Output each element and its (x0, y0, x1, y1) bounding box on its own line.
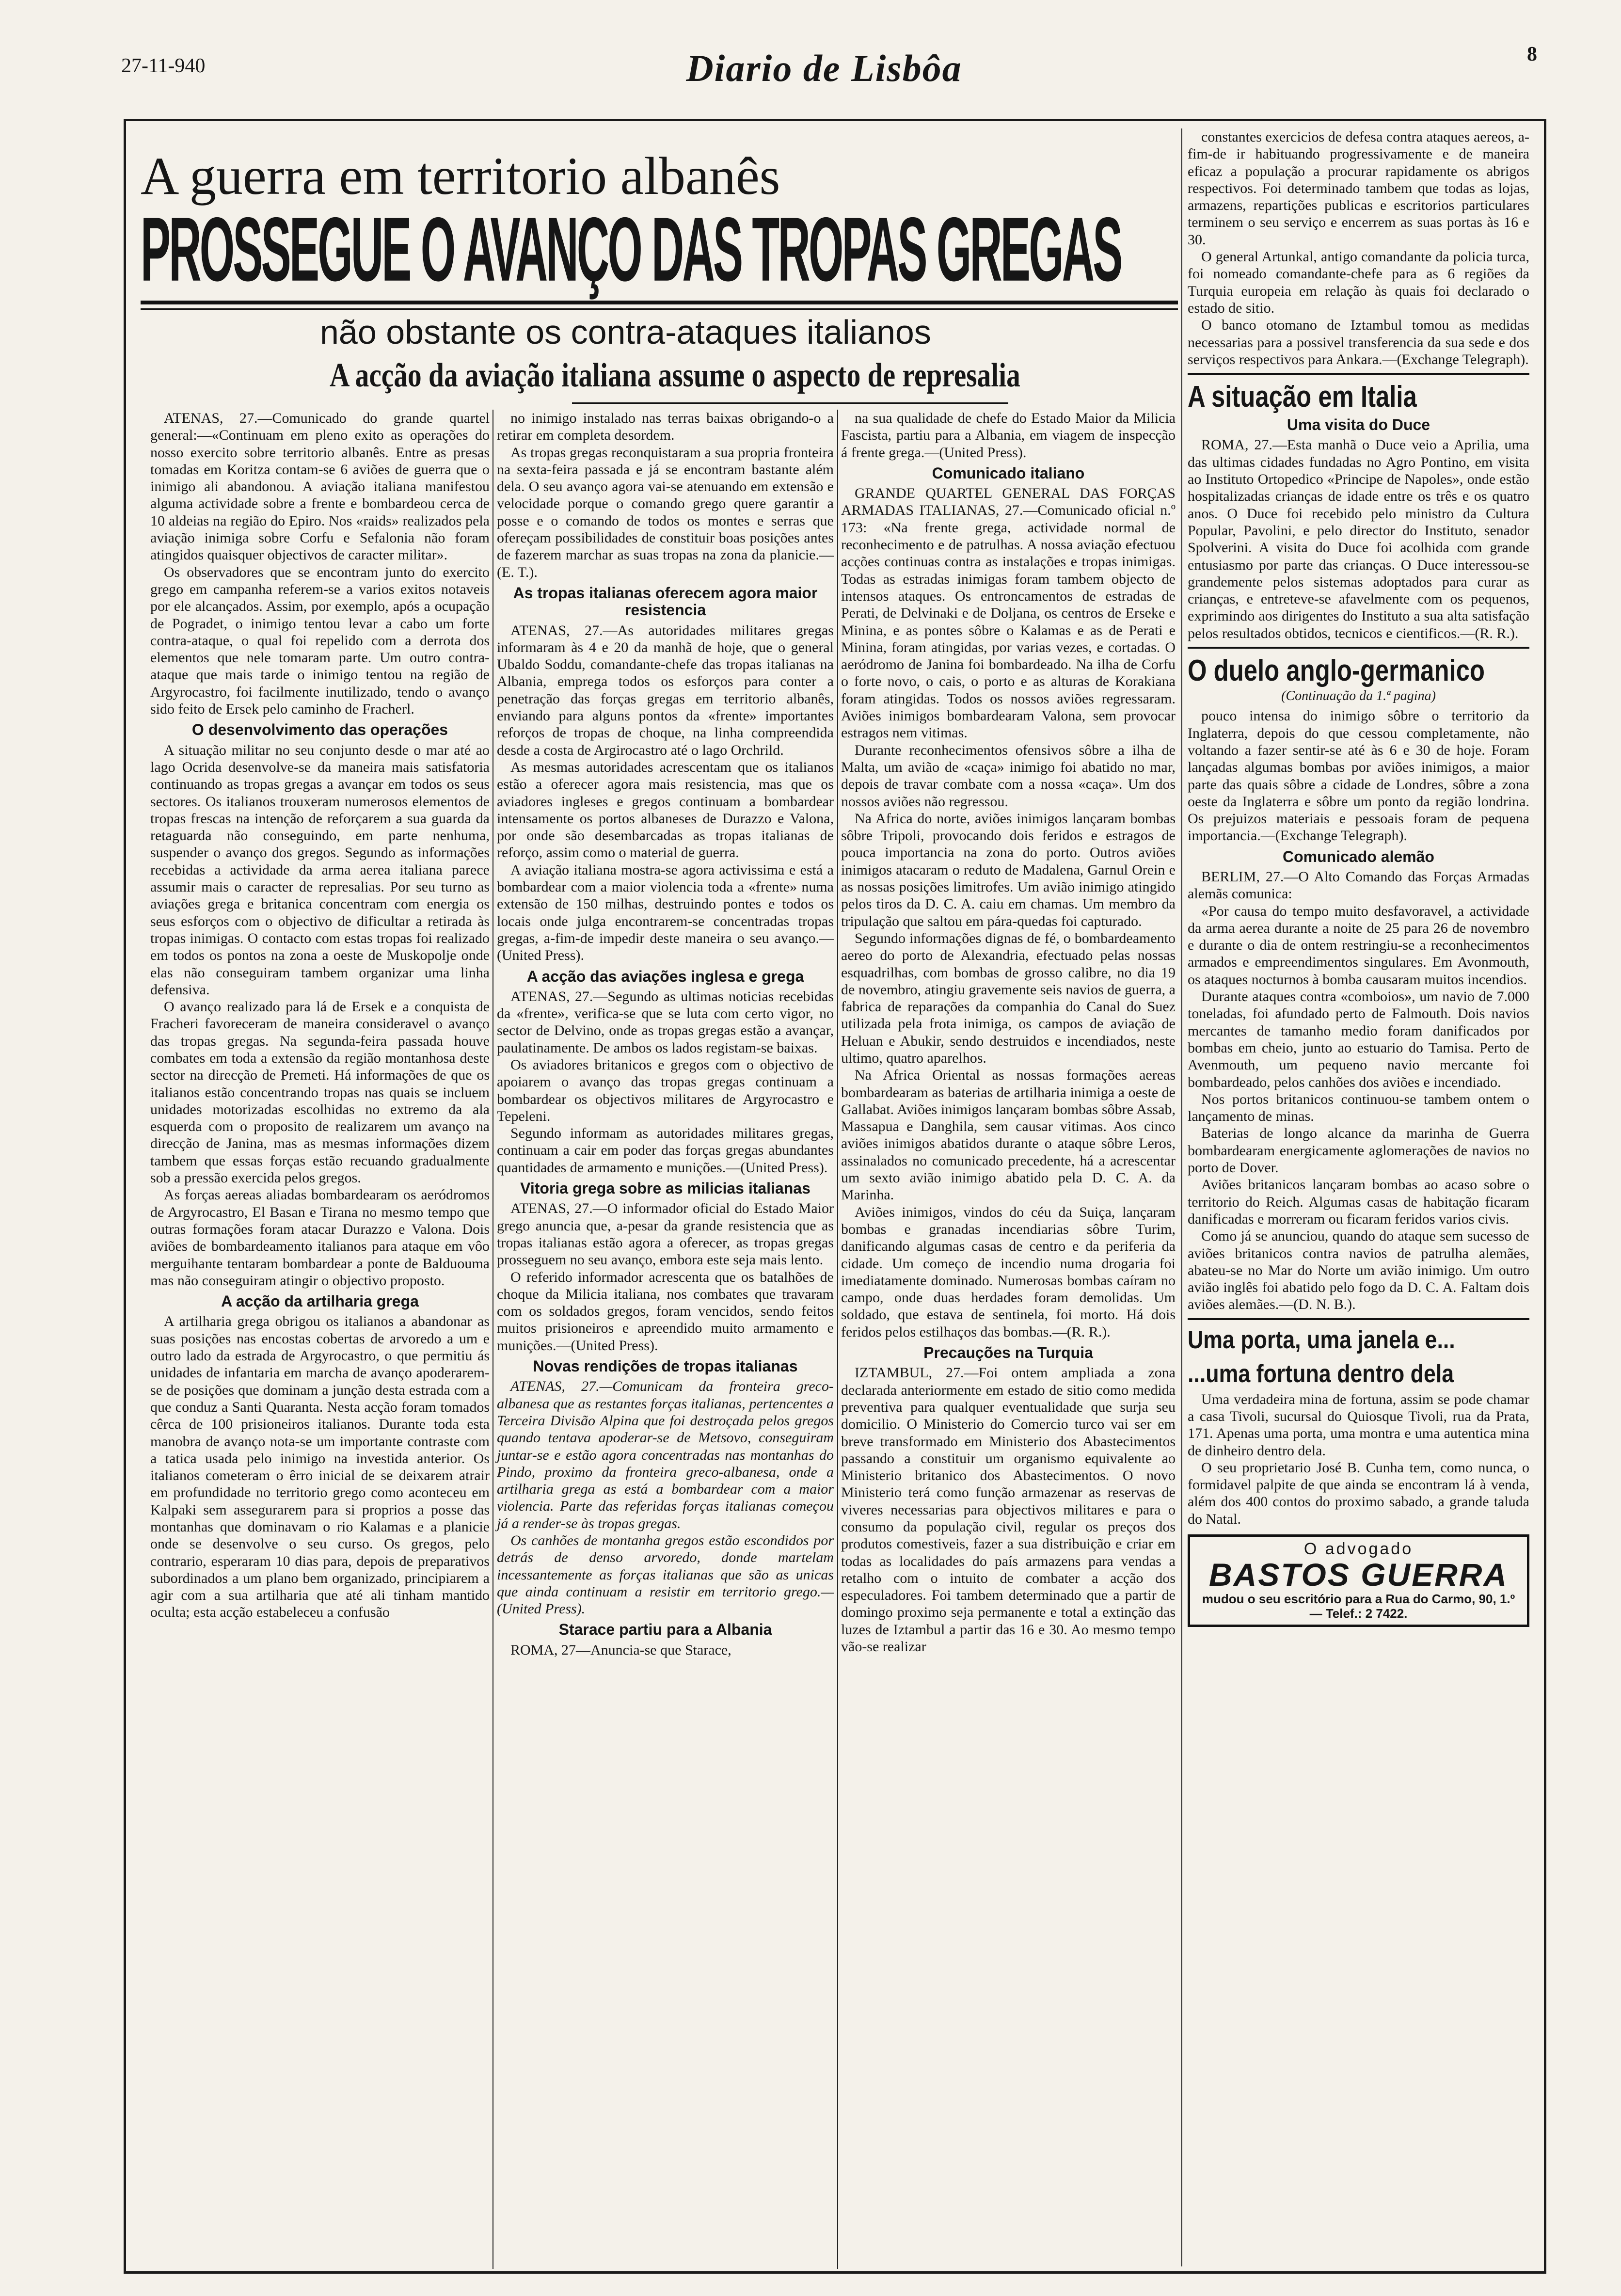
paragraph: ROMA, 27.—Esta manhã o Duce veio a Aprilia, uma das ultimas cidades fundadas no Agro Pontino, em visita ao Instituto Ortopedico «Principe de Napoles», onde estão hospitalizadas crianças de idade entre os três e os quatro anos. O Duce foi recebido pelo ministro da Cultura Popular, Pavolini, e pelo director do Instituto, senador Spolverini. A visita do Duce foi acolhida com grande entusiasmo por parte das crianças. O Duce interessou-se grandemente pelos sistemas adoptados para curar as crianças, e entreteve-se afavelmente com os pequenos, exprimindo aos dirigentes do Instituto a sua alta satisfação pelos resultados obtidos, tecnicos e cientificos.—(R. R.). (1188, 437, 1529, 641)
paragraph: O avanço realizado para lá de Ersek e a conquista de Fracheri favoreceram de maneira consideravel o avanço das tropas gregas. Na segunda-feira passada houve combates em toda a extensão da região montanhosa deste sector na direcção de Premeti. Há informações de que os italianos estão concentrando tropas nas quais se incluem unidades motorizadas escolhidas no extremo da ala esquerda com o proposito de realizarem um avanço na direcção de Janina, mas as mesmas informações dizem tambem que essas forças estão recuando gradualmente sob a pressão exercida pelos gregos. (150, 999, 490, 1186)
paragraph: GRANDE QUARTEL GENERAL DAS FORÇAS ARMADAS ITALIANAS, 27.—Comunicado oficial n.º 173: «Na frente grega, actividade normal de reconhecimento e de patrulhas. A nossa aviação efectuou acções continuas contra as instalações e tropas inimigas. Todas as estradas inimigas foram tambem objecto de intensos ataques. Os entroncamentos de estradas de Perati, de Delvinaki e de Doljana, os centros de Erseke e Minina, e as pontes sôbre o Kalamas e as de Perati e Minina, foram atingidas, por varias vezes, e cortadas. O aeródromo de Janina foi bombardeado. Na ilha de Corfu o forte novo, o cais, o porto e as alturas de Korakiana foram atingidas. Todos os nossos aviões regressaram. Aviões inimigos bombardearam Valona, sem provocar estragos nem vitimas. (841, 485, 1176, 741)
paragraph: ATENAS, 27.—Comunicado do grande quartel general:—«Continuam em pleno exito as operações do nosso exercito sobre territorio albanês. Entre as presas tomadas em Koritza contam-se 6 aviões de guerra que o inimigo ali abandonou. A aviação italiana manifestou alguma actividade sobre a frente e bombardeou cerca de 10 aldeias na região do Epiro. Nos «raids» realizados pela aviação inimiga sobre Corfu e Sefalonia não foram atingidos quaisquer objectivos de caracter militar». (150, 410, 490, 563)
paragraph: Durante ataques contra «comboios», um navio de 7.000 toneladas, foi afundado perto de Falmouth. Dois navios mercantes de tamanho medio foram danificados por bombas em cheio, junto ao estuario do Tamisa. Perto de Avenmouth, um pequeno navio mercante foi bombardeado, pelos canhões dos aviões e incendiado. (1188, 989, 1529, 1090)
section-heading: Comunicado italiano (932, 464, 1085, 482)
story-subhead: não obstante os contra-ataques italianos (320, 313, 931, 351)
paragraph: As forças aereas aliadas bombardearam os aeródromos de Argyrocastro, El Basan e Tirana no mesmo tempo que outras formações foram atacar Durazzo e Valona. Dois aviões de bombardeamento italianos para ataque em vôo merguihante tentaram bombardear a ponte de Balduouma mas não conseguiram atingir o objectivo proposto. (150, 1187, 490, 1289)
section-heading: Vitoria grega sobre as milicias italianas (520, 1180, 810, 1197)
paragraph: ATENAS, 27.—Comunicam da fronteira greco-albanesa que as restantes forças italianas, pertencentes a Terceira Divisão Alpina que foi destroçada pelos gregos quando tentava apoderar-se de Metsovo, conseguiram juntar-se e estão agora concentradas nas montanhas do Pindo, proximo da fronteira greco-albanesa, onde a artilharia grega as está a bombardear com a maior violencia. Parte das referidas forças italianas começou já a render-se às tropas gregas. (497, 1378, 834, 1531)
advert-name: BASTOS GUERRA (1208, 1557, 1509, 1593)
main-headline: PROSSEGUE O AVANÇO DAS TROPAS GREGAS (141, 198, 1121, 300)
section-subheading: Uma visita do Duce (1287, 416, 1430, 434)
advert-title: Uma porta, uma janela e... (1188, 1325, 1455, 1354)
paragraph: A artilharia grega obrigou os italianos a abandonar as suas posições nas encostas cobertas de arvoredo a um e outro lado da estrada de Argyrocastro, o que permitiu ás unidades de infantaria em marcha de avanço apoderarem-se de posições que dominam a junção desta estrada com a que conduz a Santi Quaranta. Nesta acção foram tomados cêrca de 100 prisioneiros italianos. Durante toda esta manobra de avanço nota-se um importante contraste com a tatica usada pelo inimigo na investida anterior. Os italianos cometeram o êrro inicial de se deixarem atrair em profundidade no territorio grego como aconteceu em Kalpaki sem assegurarem para si proprios a posse das montanhas que dominavam o rio Kalamas e a planicie onde se desenvolve o seu curso. Os gregos, pelo contrario, esperaram 10 dias para, depois de preparativos subordinados a um plano bem organizado, principiarem a agir com a sua artilharia que até ali tinham mantido oculta; esta acção estabeleceu a confusão (150, 1313, 490, 1621)
paragraph: As mesmas autoridades acrescentam que os italianos estão a oferecer agora mais resistencia, mas que os aviadores ingleses e gregos continuam a bombardear intensamente os portos albaneses de Durazzo e Valona, por onde são desembarcadas as tropas italianas de reforço, assim como o material de guerra. (497, 759, 834, 861)
paragraph: Aviões britanicos lançaram bombas ao acaso sobre o territorio do Reich. Algumas casas de habitação ficaram danificadas e morreram ou ficaram feridos varios civis. (1188, 1177, 1529, 1227)
paragraph: A aviação italiana mostra-se agora activissima e está a bombardear com a maior violencia toda a «frente» numa extensão de 150 milhas, destruindo pontes e todos os locais onde julga encontrarem-se concentradas tropas gregas, a-fim-de impedir deste maneira o seu avanço.—(United Press). (497, 861, 834, 964)
continuation-note: (Continuação da 1.ª pagina) (1281, 688, 1436, 704)
advert-title: ...uma fortuna dentro dela (1188, 1359, 1454, 1388)
column-divider (837, 410, 838, 2269)
paragraph: O seu proprietario José B. Cunha tem, como nunca, o formidavel palpite de que ainda se encontram lá à venda, além dos 400 contos do proximo sabado, a grande taluda do Natal. (1188, 1459, 1529, 1527)
paragraph: no inimigo instalado nas terras baixas obrigando-o a retirar em completa desordem. (497, 410, 834, 444)
story-kicker: A guerra em territorio albanês (141, 146, 780, 206)
paragraph: ATENAS, 27.—As autoridades militares gregas informaram às 4 e 20 da manhã de hoje, que o general Ubaldo Soddu, comandante-chefe das tropas italianas na Albania, emprega todos os esforços para conter a penetração das forças gregas em territorio albanês, enviando para alguns pontos da «frente» importantes reforços de tropas de choque, na linha compreendida desde a costa de Argirocastro até o lago Orchrild. (497, 622, 834, 758)
paragraph: Nos portos britanicos continuou-se tambem ontem o lançamento de minas. (1188, 1091, 1529, 1125)
paragraph: ATENAS, 27.—O informador oficial do Estado Maior grego anuncia que, a-pesar da grande resistencia que as tropas italianas estão agora a oferecer, as tropas gregas prosseguem no seu avanço, embora este seja mais lento. (497, 1200, 834, 1268)
paragraph: na sua qualidade de chefe do Estado Maior da Milicia Fascista, partiu para a Albania, em viagem de inspecção á frente grega.—(United Press). (841, 410, 1176, 461)
issue-date: 27-11-940 (121, 55, 206, 77)
paragraph: «Por causa do tempo muito desfavoravel, a actividade da arma aerea durante a noite de 25 para 26 de novembro e durante o dia de ontem restringiu-se a reconhecimentos armados e empreendimentos singulares. Em Avonmouth, os ataques nocturnos à bomba causaram muitos incendios. (1188, 903, 1529, 988)
section-headline: O duelo anglo-germanico (1188, 654, 1485, 688)
paragraph: As tropas gregas reconquistaram a sua propria fronteira na sexta-feira passada e já se encontram bastante além dela. O seu avanço agora vai-se atenuando em extensão e velocidade porque o comando grego quere garantir a posse e o comando de todos os montes e serras que ofereçam possibilidades de constituir boas posições antes de fazerem marchar as suas tropas na zona da planicie.—(E. T.). (497, 444, 834, 580)
article-column-4 (1188, 128, 1529, 2262)
section-heading: A acção das aviações inglesa e grega (526, 967, 804, 985)
paragraph: O general Artunkal, antigo comandante da policia turca, foi nomeado comandante-chefe para as 6 regiões da Turquia europeia em relação às quais foi declarado o estado de sitio. (1188, 249, 1529, 316)
advert-label: O advogado (1303, 1540, 1414, 1559)
section-heading: A acção da artilharia grega (221, 1292, 419, 1310)
paragraph: Durante reconhecimentos ofensivos sôbre a ilha de Malta, um avião de «caça» inimigo foi abatido no mar, depois de travar combate com a nossa «caça». Um dos nossos aviões não regressou. (841, 742, 1176, 810)
section-heading: Precauções na Turquia (923, 1344, 1093, 1362)
paragraph: Na Africa do norte, aviões inimigos lançaram bombas sôbre Tripoli, provocando dois feridos e estragos de pouca importancia na zona do porto. Outros aviões inimigos atacaram o reduto de Madalena, Garnul Orein e as nossas posições limitrofes. Um avião inimigo atingido pelos tiros da D. C. A. caiu em chamas. Um membro da tripulação que saltou em pára-quedas foi capturado. (841, 810, 1176, 929)
column-divider (1181, 128, 1182, 2266)
paragraph: A situação militar no seu conjunto desde o mar até ao lago Ocrida desenvolve-se da maneira mais satisfatoria continuando as tropas gregas a avançar em todos os seus sectores. Os italianos trouxeram numerosos elementos de tropas frescas na intenção de reforçarem a sua guarda da retaguarda não conseguindo, em parte nenhuma, suspender o avanço dos gregos. Segundo as informações recebidas a actividade da arma aerea italiana parece assumir mais o caracter de represalias. Por seu turno as aviações grega e britanica concentram com energia os seus esforços com o objectivo de dificultar a retirada às tropas inimigas. O contacto com estas tropas foi realizado em todos os pontos na zona a oeste de Muskopolje onde elas não conseguiram tambem organizar uma linha defensiva. (150, 742, 490, 998)
section-heading: O desenvolvimento das operações (191, 721, 448, 739)
headline-rule-thin (141, 308, 1178, 310)
paragraph: Uma verdadeira mina de fortuna, assim se pode chamar a casa Tivoli, sucursal do Quiosque Tivoli, rua da Prata, 171. Apenas uma porta, uma montra e uma autentica mina de dinheiro dentro dela. (1188, 1391, 1529, 1459)
story-subsubhead: A acção da aviação italiana assume o aspecto de represalia (330, 357, 1020, 394)
paragraph: Os observadores que se encontram junto do exercito grego em campanha referem-se a varios exitos notaveis por ele alcançados. Assim, por exemplo, após a ocupação de Pogradet, o inimigo tentou levar a cabo um forte contra-ataque, o qual foi repelido com a derrota dos elementos que nele tomaram parte. Um outro contra-ataque que mais tarde o inimigo tentou na região de Argyrocastro, foi facilmente inutilizado, tendo o avanço sido feito de Ersek pelo caminho de Fracherl. (150, 564, 490, 718)
paragraph: Na Africa Oriental as nossas formações aereas bombardearam as baterias de artilharia inimiga a oeste de Gallabat. Aviões inimigos lançaram bombas sôbre Assab, Massapua e Danghila, sem causar vitimas. Aos cinco aviões inimigos abatidos durante o ataque sôbre Leros, assinalados no comunicado precedente, há a acrescentar um sexto avião inimigo abatido pela D. C. A. da Marinha. (841, 1067, 1176, 1203)
article-column-2 (497, 410, 834, 2271)
paragraph: constantes exercicios de defesa contra ataques aereos, a-fim-de ir habituando progressivamente e de maneira eficaz a população a procurar rapidamente os abrigos respectivos. Foi determinado tambem que todas as lojas, armazens, repartições publicas e escritorios particulares terminem o seu serviço e encerrem as suas portas às 16 e 30. (1188, 129, 1529, 248)
paragraph: O banco otomano de Iztambul tomou as medidas necessarias para a possivel transferencia da sua sede e dos serviços respectivos para Ankara.—(Exchange Telegraph). (1188, 317, 1529, 367)
masthead: Diario de Lisbôa (686, 47, 962, 89)
lawyer-advert (1188, 1534, 1529, 1627)
section-heading: Comunicado alemão (1283, 847, 1434, 865)
paragraph: Os aviadores britanicos e gregos com o objectivo de apoiarem o avanço das tropas gregas continuam a bombardear os objectivos militares de Argyrocastro e Tepeleni. (497, 1056, 834, 1124)
paragraph: BERLIM, 27.—O Alto Comando das Forças Armadas alemãs comunica: (1188, 868, 1529, 902)
section-rule (1188, 1318, 1529, 1320)
paragraph: Segundo informações dignas de fé, o bombardeamento aereo do porto de Alexandria, efectuado pelas nossas esquadrilhas, com bombas de grosso calibre, no dia 19 de novembro, atingiu gravemente seis navios de guerra, a fabrica de reparações da companhia do Canal do Suez utilizada pela frota inimiga, os campos de aviação de Heluan e Abukir, sendo destruidos e incendiados, neste ultimo, quatro aparelhos. (841, 930, 1176, 1066)
headline-rule (141, 301, 1178, 304)
section-rule (1188, 373, 1529, 375)
paragraph: pouco intensa do inimigo sôbre o territorio da Inglaterra, depois do que cessou completamente, não voltando a fazer sentir-se até às 6 e 30 de hoje. Foram lançadas algumas bombas por aviões inimigos, a maior parte das quais sôbre a cidade de Londres, sôbre a zona oeste da Inglaterra e sôbre um ponto da região londrina. Os prejuizos materiais e pessoais foram de pequena importancia.—(Exchange Telegraph). (1188, 708, 1529, 844)
paragraph: Os canhões de montanha gregos estão escondidos por detrás de denso arvoredo, donde martelam incessantemente as forças italianas que são as unicas que ainda continuam a resistir em territorio grego.—(United Press). (497, 1532, 834, 1617)
article-column-1 (150, 410, 490, 2271)
paragraph: ATENAS, 27.—Segundo as ultimas noticias recebidas da «frente», verifica-se que se luta com certo vigor, no sector de Delvino, onde as tropas gregas estão a avançar, paulatinamente. De ambos os lados registam-se baixas. (497, 988, 834, 1056)
section-heading: As tropas italianas oferecem agora maior resistencia (513, 584, 818, 619)
paragraph: Como já se anunciou, quando do ataque sem sucesso de aviões britanicos contra navios de patrulha alemães, abateu-se no Mar do Norte um avião inimigo. Um outro avião inglês foi abatido pelo fogo da D. C. A. Faltam dois aviões alemães.—(D. N. B.). (1188, 1228, 1529, 1313)
section-rule (1188, 647, 1529, 649)
paragraph: Baterias de longo alcance da marinha de Guerra bombardearam energicamente aglomerações de navios no porto de Dover. (1188, 1125, 1529, 1176)
section-heading: Novas rendições de tropas italianas (533, 1357, 798, 1375)
section-heading: Starace partiu para a Albania (558, 1621, 772, 1639)
advert-address: mudou o seu escritório para a Rua do Carmo, 90, 1.º — Telef.: 2 7422. (1202, 1592, 1515, 1621)
subhead-rule (572, 402, 1008, 404)
paragraph: IZTAMBUL, 27.—Foi ontem ampliada a zona declarada anteriormente em estado de sitio como medida preventiva para qualquer eventualidade que surja seu domicilio. O Ministerio do Comercio turco vai ser em breve transformado em Ministerio dos Abastecimentos passando a constituir um organismo equivalente ao Ministerio britanico dos Abastecimentos. O novo Ministerio terá como função armazenar as reservas de viveres necessarias para objectivos militares e para o consumo da população civil, regular os preços dos produtos comestiveis, fazer a sua distribuição e criar em todas as localidades do país armazens para vendas a retalho com o intuito de combater a acção dos especuladores. Foi tambem determinado que a partir de domingo proximo seja permanente e total a extinção das luzes de Iztambul a partir das 16 e 30. Ao mesmo tempo vão-se realizar (841, 1365, 1176, 1655)
page-number: 8 (1527, 43, 1537, 65)
article-column-3 (841, 410, 1176, 2271)
section-headline: A situação em Italia (1188, 380, 1417, 414)
paragraph: Aviões inimigos, vindos do céu da Suiça, lançaram bombas e granadas incendiarias sôbre Turim, danificando algumas casas de centro e da periferia da cidade. Um começo de incendio numa drogaria foi imediatamente dominado. Numerosas bombas caíram no campo, onde duas herdades foram demolidas. Um soldado, que estava de sentinela, foi morto. Há dois feridos pelos estilhaços das bombas.—(R. R.). (841, 1204, 1176, 1340)
paragraph: O referido informador acrescenta que os batalhões de choque da Milicia italiana, nos combates que travaram com os soldados gregos, foram vencidos, sendo feitos muitos prisioneiros e apreendido muito armamento e munições.—(United Press). (497, 1269, 834, 1354)
paragraph: ROMA, 27—Anuncia-se que Starace, (510, 1642, 731, 1658)
paragraph: Segundo informam as autoridades militares gregas, continuam a cair em poder das forças gregas abundantes quantidades de armamento e munições.—(United Press). (497, 1125, 834, 1176)
